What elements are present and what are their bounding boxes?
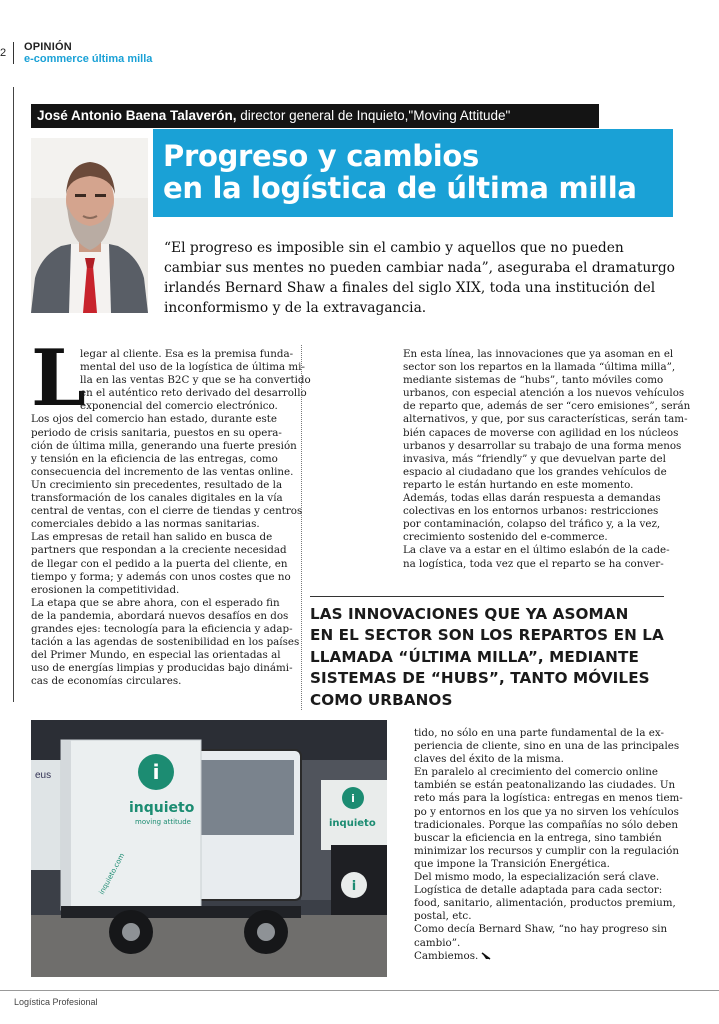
body-line: claves del éxito de la misma. xyxy=(414,753,564,766)
vehicle-side-text: inquieto.com xyxy=(97,851,127,896)
body-line: reparto le están hurtando en este momento. xyxy=(403,478,634,491)
body-column-2 xyxy=(403,348,691,571)
vehicle-illustration xyxy=(31,720,387,977)
body-line: y tensión en la eficiencia de las entregas, como xyxy=(31,452,278,465)
body-line: sector son los repartos en la llamada “última milla”, xyxy=(403,361,676,374)
body-line: en el auténtico reto derivado del desarrollo xyxy=(80,387,307,400)
lead-line: irlandés Bernard Shaw a finales del siglo XIX, toda una institución del xyxy=(164,280,656,296)
body-line: bién capaces de moverse con agilidad en los núcleos xyxy=(403,426,679,439)
body-line: por contaminación, colapso del tráfico y, a la vez, xyxy=(403,518,661,531)
body-line: cambio”. xyxy=(414,936,461,949)
section-label: OPINIÓN xyxy=(24,41,72,53)
body-line: En paralelo al crecimiento del comercio online xyxy=(414,766,658,779)
body-line: mental del uso de la logística de última mi- xyxy=(80,361,305,374)
lead-line: inconformismo y de la extravagancia. xyxy=(164,300,427,316)
body-line: La etapa que se abre ahora, con el esperado fin xyxy=(31,596,280,609)
body-line: urbanos, con especial atención a los nuevos vehículos xyxy=(403,387,685,400)
pullquote-line: SISTEMAS DE “HUBS”, TANTO MÓVILES xyxy=(310,669,650,688)
body-line: del Primer Mundo, en especial las orientadas al xyxy=(31,649,281,662)
body-line: cas de economías circulares. xyxy=(31,675,182,688)
body-line: na logística, toda vez que el reparto se ha conver- xyxy=(403,557,664,570)
body-line: periencia de cliente, sino en una de las principales xyxy=(414,740,680,753)
footer-rule xyxy=(0,990,719,991)
body-line: tido, no sólo en una parte fundamental de la ex- xyxy=(414,727,664,739)
author-name: José Antonio Baena Talaverón, xyxy=(37,108,237,123)
body-line: postal, etc. xyxy=(414,910,472,923)
closing-word: Cambiemos. xyxy=(414,949,479,962)
body-line: de llegar con el pedido a la puerta del cliente, en xyxy=(31,557,288,570)
body-line: legar al cliente. Esa es la premisa funda- xyxy=(80,348,294,360)
author-byline xyxy=(31,104,599,128)
pullquote-rule xyxy=(310,596,664,597)
body-line: alternativos, y que, por sus características, serán tam- xyxy=(403,413,688,426)
pullquote xyxy=(310,604,664,711)
body-line: Las empresas de retail han salido en busca de xyxy=(31,531,273,544)
page-number: 2 xyxy=(0,47,7,59)
svg-text:i: i xyxy=(351,879,357,894)
body-line: minimizar los recursos y cumplir con la regulación xyxy=(414,844,679,857)
body-line: que impone la Transición Energética. xyxy=(414,857,610,870)
body-line: En esta línea, las innovaciones que ya asoman en el xyxy=(403,348,674,360)
body-line: Además, todas ellas darán respuesta a demandas xyxy=(403,492,661,505)
body-line: mediante sistemas de “hubs”, tanto móviles como xyxy=(403,374,664,387)
header-divider xyxy=(13,42,14,64)
body-line: Un crecimiento sin precedentes, resultado de la xyxy=(31,478,283,491)
body-line: crecimiento sostenido del e-commerce. xyxy=(403,531,608,544)
body-line: tradicionales. Porque las compañías no sólo deben xyxy=(414,818,678,831)
svg-text:i: i xyxy=(152,760,160,784)
body-line: po y entornos en los que ya no sirven los vehículos xyxy=(414,805,679,818)
right-vehicle-brand: inquieto xyxy=(329,818,376,829)
body-line: tación a las agendas de sostenibilidad en los países xyxy=(31,636,300,649)
body-line: reto más para la logística: entregas en menos tiem- xyxy=(414,792,683,805)
author-portrait xyxy=(31,138,148,313)
body-line: de reparto que, además de ser “cero emisiones”, serán xyxy=(403,400,691,413)
drop-cap: L xyxy=(31,333,86,424)
body-line: de la pandemia, abordará nuevos desafíos en dos xyxy=(31,609,289,622)
body-line: exponencial del comercio electrónico. xyxy=(80,400,278,413)
body-line: colectivas en los entornos urbanos: restricciones xyxy=(403,505,659,518)
body-line: tiempo y forma; y además con unos costes que no xyxy=(31,570,291,583)
author-role: director general de Inquieto,"Moving Attitude" xyxy=(236,108,511,123)
lead-line: “El progreso es imposible sin el cambio y aquellos que no pueden xyxy=(164,240,624,256)
svg-text:i: i xyxy=(351,792,355,805)
end-mark-icon xyxy=(481,951,491,961)
vehicle-tagline: moving attitude xyxy=(135,818,191,826)
pullquote-line: EN EL SECTOR SON LOS REPARTOS EN LA xyxy=(310,626,664,645)
column-divider xyxy=(301,345,302,710)
delivery-vehicle-photo xyxy=(31,720,387,977)
body-line: invasiva, más “friendly” y que devuelvan parte del xyxy=(403,452,666,465)
body-line: urbanos y desarrollar su trabajo de una forma menos xyxy=(403,439,682,452)
title-line: en la logística de última milla xyxy=(163,171,637,205)
body-line: Del mismo modo, la especialización será clave. xyxy=(414,871,660,884)
body-line: también se están peatonalizando las ciudades. Un xyxy=(414,779,676,792)
body-column-1 xyxy=(31,333,311,688)
body-line: La clave va a estar en el último eslabón de la cade- xyxy=(403,544,670,557)
section-header xyxy=(24,41,152,65)
body-line: partners que respondan a la creciente necesidad xyxy=(31,544,287,557)
body-line: Logística de detalle adaptada para cada sector: xyxy=(414,884,663,897)
body-line: lla en las ventas B2C y que se ha convertido xyxy=(80,374,311,387)
body-line: Como decía Bernard Shaw, “no hay progreso sin xyxy=(414,923,668,936)
body-line-final xyxy=(414,950,676,963)
left-margin-rule xyxy=(13,87,14,702)
vehicle-brand: inquieto xyxy=(129,800,195,816)
body-line: periodo de crisis sanitaria, puestos en su opera- xyxy=(31,426,282,439)
body-line: consecuencia del incremento de las ventas online. xyxy=(31,465,294,478)
article-title xyxy=(153,129,673,217)
body-line: espacio al ciudadano que los grandes vehículos de xyxy=(403,465,667,478)
lead-paragraph xyxy=(164,238,684,318)
body-line: grandes ejes: tecnología para la eficiencia y adap- xyxy=(31,622,293,635)
pullquote-line: LAS INNOVACIONES QUE YA ASOMAN xyxy=(310,605,629,623)
sign-text: eus xyxy=(35,770,52,781)
body-line: food, sanitario, alimentación, productos premium, xyxy=(414,897,676,910)
body-line: comerciales debido a las normas sanitarias. xyxy=(31,518,260,531)
pullquote-line: LLAMADA “ÚLTIMA MILLA”, MEDIANTE xyxy=(310,647,639,666)
body-line: uso de energías limpias y producidas bajo dinámi- xyxy=(31,662,293,675)
body-line: erosionen la competitividad. xyxy=(31,583,180,596)
body-line: Los ojos del comercio han estado, durante este xyxy=(31,413,277,426)
body-line: buscar la eficiencia en la entrega, sino también xyxy=(414,831,662,844)
lead-line: cambiar sus mentes no pueden cambiar nada”, aseguraba el dramaturgo xyxy=(164,260,675,276)
body-line: central de ventas, con el cierre de tiendas y centros xyxy=(31,505,303,518)
subsection-label: e-commerce última milla xyxy=(24,53,153,65)
pullquote-line: COMO URBANOS xyxy=(310,690,453,709)
body-line: ción de última milla, generando una fuerte presión xyxy=(31,439,297,452)
title-line: Progreso y cambios xyxy=(163,139,479,173)
portrait-illustration xyxy=(31,138,148,313)
footer-publication: Logística Profesional xyxy=(14,997,98,1007)
body-column-3 xyxy=(414,727,683,963)
body-line: transformación de los canales digitales en la vía xyxy=(31,492,283,505)
